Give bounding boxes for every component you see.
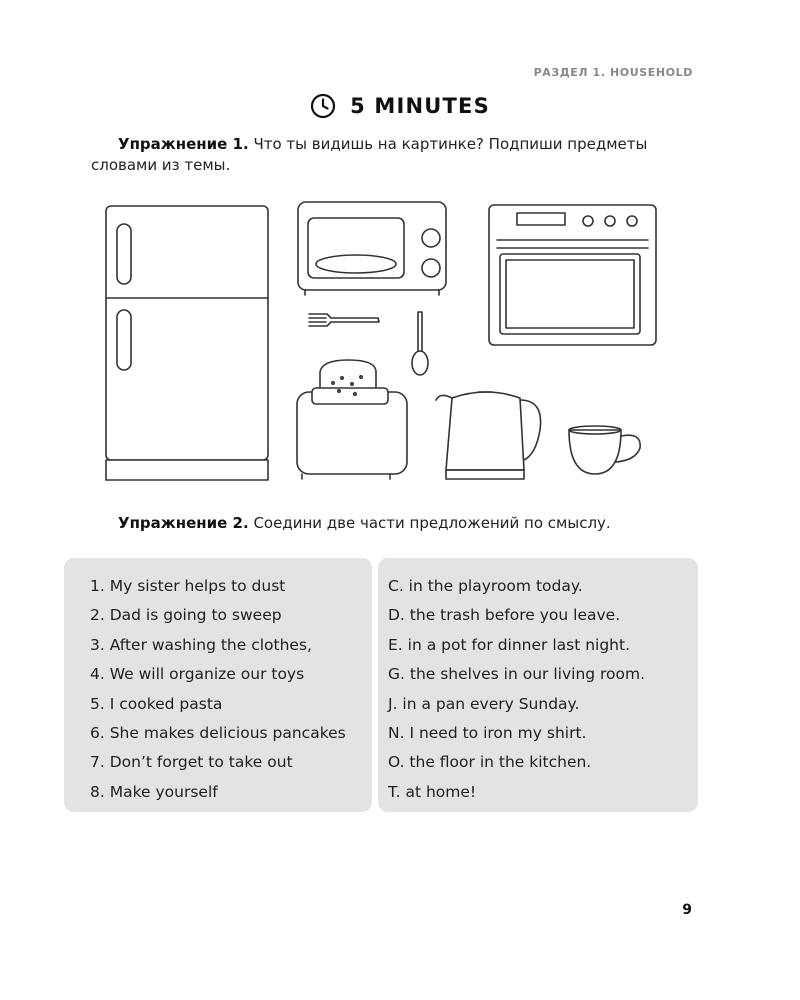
sentence-endings-panel [378,558,698,812]
exercise-1-text: Что ты видишь на картинке? Подпиши предметы словами из темы. [91,135,648,174]
list-item: E. in a pot for dinner last night. [388,635,631,654]
exercise-2-label: Упражнение 2. [118,514,249,532]
list-item: 6. She makes delicious pancakes [90,724,346,743]
list-item: N. I need to iron my shirt. [388,724,587,743]
list-item: 8. Make yourself [90,782,218,801]
page-number: 9 [682,902,692,918]
cup-drawing [569,426,640,474]
oven-drawing [489,205,656,345]
list-item: O. the floor in the kitchen. [388,753,592,772]
list-item: G. the shelves in our living room. [388,665,646,684]
exercise-2-instruction [118,513,718,534]
microwave-drawing [298,202,446,295]
toaster-drawing [297,360,407,479]
sentence-beginnings-panel [64,558,372,812]
list-item: 7. Don’t forget to take out [90,753,293,772]
fork-drawing [309,314,379,326]
list-item: C. in the playroom today. [388,577,583,595]
exercise-1-label: Упражнение 1. [118,135,249,153]
page-title: 5 MINUTES [350,94,490,118]
list-item: T. at home! [388,782,477,801]
kettle-drawing [436,392,541,479]
sentence-beginnings-list [90,572,372,807]
fridge-drawing [106,206,268,480]
list-item: D. the trash before you leave. [388,606,621,625]
list-item: 1. My sister helps to dust [90,577,286,595]
list-item: 5. I cooked pasta [90,694,223,713]
list-item: 2. Dad is going to sweep [90,606,282,625]
list-item: 4. We will organize our toys [90,665,305,684]
sentence-endings-list [388,572,698,807]
spoon-drawing [412,312,428,375]
list-item: 3. After washing the clothes, [90,635,312,654]
exercise-2-text: Соедини две части предложений по смыслу. [253,514,611,532]
list-item: J. in a pan every Sunday. [388,694,580,713]
section-label: РАЗДЕЛ 1. HOUSEHOLD [533,66,693,79]
